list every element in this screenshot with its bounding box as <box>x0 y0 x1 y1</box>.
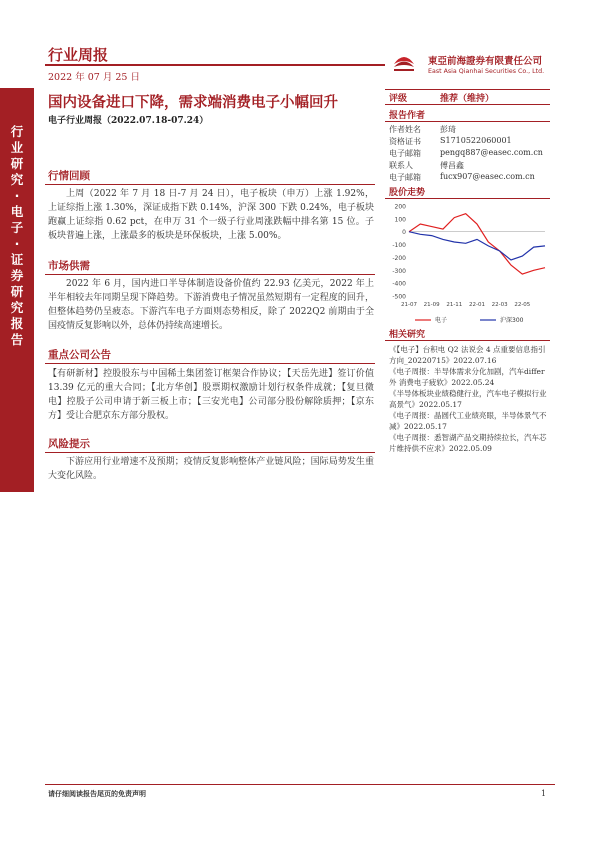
footer-disclaimer: 请仔细阅读报告尾页的免责声明 <box>48 789 146 798</box>
related-item[interactable]: 《【电子】台积电 Q2 法说会 4 点重要信息指引方向_20220715》2022.07.16 <box>389 345 546 365</box>
section-body-company-news: 【有研新材】控股股东与中国稀土集团签订框架合作协议；【天岳先进】签订价值 13.39 亿元的重大合同；【北方华创】股票期权激励计划行权条件成就；【复旦微电】控股子公司申请于新三板上市；【三安光电】公司部分股份解除质押；【京东方】受让合肥京东方部分股权。 <box>48 369 374 421</box>
related-rule <box>385 340 550 341</box>
y-tick-label: -100 <box>392 242 406 250</box>
section-rule <box>45 274 375 275</box>
section-body-supply-demand: 2022 年 6 月，国内进口半导体制造设备价值约 22.93 亿美元，2022 年上半年相较去年同期呈现下降趋势。下游消费电子情况虽然短期有一定程度的回升，但整体趋势仍呈疲态。下游汽车电子方面则态势相反，除了 2022Q2 前期由于全国疫情反复影响以外，总体仍持续高速增长。 <box>48 279 374 331</box>
stock-price-chart <box>385 200 550 330</box>
section-head-risk: 风险提示 <box>48 438 90 450</box>
related-item[interactable]: 《电子周报：晶圆代工业绩亮眼，半导体景气不减》2022.05.17 <box>389 411 547 431</box>
legend-label: 电子 <box>435 317 448 324</box>
report-title: 国内设备进口下降，需求端消费电子小幅回升 <box>48 94 338 111</box>
author-key: 资格证书 <box>389 137 421 146</box>
y-tick-label: 200 <box>394 203 406 211</box>
author-email-link[interactable]: fucx907@easec.com.cn <box>440 172 535 181</box>
related-item[interactable]: 《电子周报：半导体需求分化加剧，汽车differ外 消费电子疲软》2022.05.24 <box>389 367 545 387</box>
x-tick-label: 22-05 <box>514 302 531 308</box>
company-name-en: East Asia Qianhai Securities Co., Ltd. <box>428 68 545 75</box>
rating-label: 评级 <box>389 94 408 104</box>
rating-rule-bottom <box>385 104 550 105</box>
author-key: 电子邮箱 <box>389 173 421 182</box>
y-tick-label: 100 <box>394 216 406 224</box>
author-value: 傅昌鑫 <box>440 161 464 170</box>
legend-label: 沪深300 <box>500 317 524 324</box>
report-type: 行业周报 <box>48 46 109 64</box>
x-tick-label: 21-09 <box>423 302 440 308</box>
related-item[interactable]: 《半导体板块业绩稳健行业，汽车电子模拟行业高景气》2022.05.17 <box>389 389 547 409</box>
section-head-company-news: 重点公司公告 <box>48 349 111 361</box>
y-tick-label: -500 <box>392 293 406 301</box>
report-subtitle: 电子行业周报（2022.07.18-07.24） <box>48 116 209 126</box>
company-logo <box>390 48 418 76</box>
author-rule <box>385 121 550 122</box>
author-key: 作者姓名 <box>389 125 421 134</box>
x-tick-label: 21-07 <box>401 302 417 308</box>
section-head-market-review: 行情回顾 <box>48 170 90 182</box>
series-line <box>409 214 545 274</box>
company-name-cn: 東亞前海證券有限責任公司 <box>428 56 543 67</box>
chart-rule <box>385 198 550 199</box>
x-tick-label: 22-03 <box>491 302 508 308</box>
section-body-market-review: 上周（2022 年 7 月 18 日-7 月 24 日），电子板块（申万）上涨 1.92%，上证综指上涨 1.30%，深证成指下跌 0.14%，沪深 300 下跌 0.24%，电子板块跑赢上证综指 0.62 pct，在申万 31 个一级子行业周涨跌幅中排名第 15 位。子板块普遍上涨，上涨最多的板块是环保板块，上涨 5.00%。 <box>48 189 374 241</box>
section-body-risk: 下游应用行业增速不及预期；疫情反复影响整体产业链风险；国际局势发生重大变化风险。 <box>48 457 374 481</box>
rating-rule-top <box>385 89 550 90</box>
y-tick-label: -400 <box>392 280 406 288</box>
author-email-link[interactable]: pengq887@easec.com.cn <box>440 148 543 157</box>
related-list <box>389 344 549 454</box>
related-item[interactable]: 《电子周报：悉智湖产品交期持续拉长，汽车芯片维持供不应求》2022.05.09 <box>389 433 547 453</box>
y-tick-label: 0 <box>402 229 406 237</box>
sidebar-vertical-text: 行业研究·电子·证券研究报告 <box>10 124 24 347</box>
section-rule <box>45 363 375 364</box>
series-line <box>409 232 545 260</box>
related-section-head: 相关研究 <box>389 330 426 340</box>
header-rule <box>45 64 385 66</box>
author-key: 电子邮箱 <box>389 149 421 158</box>
rating-value: 推荐（维持） <box>440 94 495 104</box>
section-rule <box>45 452 375 453</box>
author-key: 联系人 <box>389 161 413 170</box>
x-tick-label: 22-01 <box>469 302 485 308</box>
report-date: 2022 年 07 月 25 日 <box>48 72 140 83</box>
author-value: S1710522060001 <box>440 136 512 145</box>
x-tick-label: 21-11 <box>446 302 463 308</box>
y-tick-label: -300 <box>392 267 406 275</box>
author-value: 彭琦 <box>440 125 456 134</box>
footer-rule <box>45 784 555 785</box>
chart-title: 股价走势 <box>389 188 426 198</box>
y-tick-label: -200 <box>392 254 406 262</box>
page-number: 1 <box>541 789 547 798</box>
section-rule <box>45 184 375 185</box>
section-head-supply-demand: 市场供需 <box>48 260 90 272</box>
author-section-head: 报告作者 <box>389 111 426 121</box>
